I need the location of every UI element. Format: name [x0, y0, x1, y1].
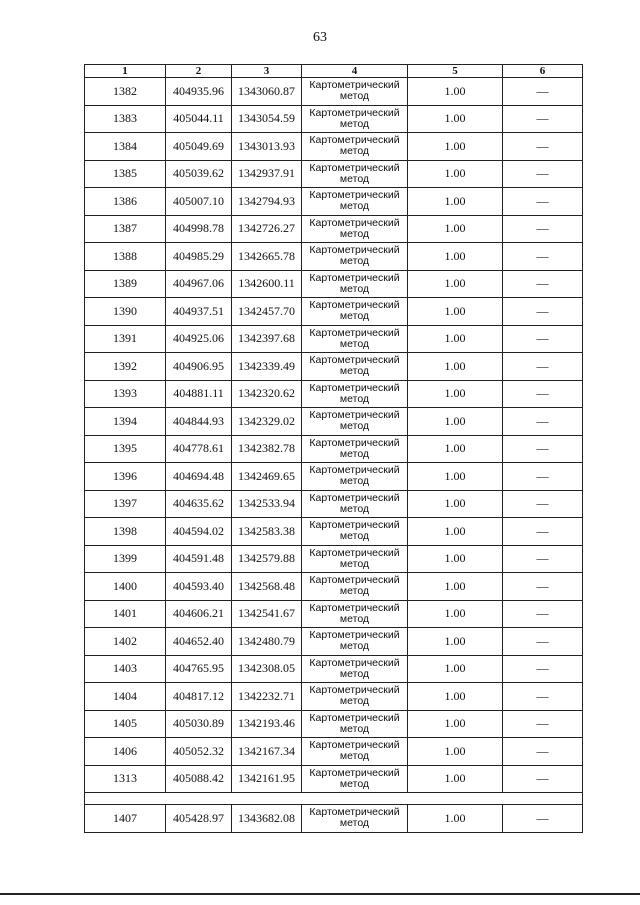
table-row: [85, 710, 583, 738]
point-number-cell: 1398: [85, 518, 166, 546]
y-coordinate-cell: 1342167.34: [232, 738, 302, 766]
accuracy-cell: 1.00: [408, 270, 503, 298]
point-number-cell: 1395: [85, 435, 166, 463]
method-cell: Картометрический метод: [302, 600, 408, 628]
note-cell: —: [503, 765, 583, 793]
x-coordinate-cell: 405030.89: [166, 710, 232, 738]
y-coordinate-cell: 1342726.27: [232, 215, 302, 243]
bottom-rule: [0, 893, 640, 895]
accuracy-cell: 1.00: [408, 188, 503, 216]
x-coordinate-cell: 405039.62: [166, 160, 232, 188]
accuracy-cell: 1.00: [408, 353, 503, 381]
y-coordinate-cell: 1342457.70: [232, 298, 302, 326]
x-coordinate-cell: 404778.61: [166, 435, 232, 463]
point-number-cell: 1386: [85, 188, 166, 216]
x-coordinate-cell: 405007.10: [166, 188, 232, 216]
accuracy-cell: 1.00: [408, 655, 503, 683]
x-coordinate-cell: 405428.97: [166, 805, 232, 833]
method-cell: Картометрический метод: [302, 628, 408, 656]
x-coordinate-cell: 404998.78: [166, 215, 232, 243]
x-coordinate-cell: 404906.95: [166, 353, 232, 381]
note-cell: —: [503, 298, 583, 326]
table-row: [85, 160, 583, 188]
note-cell: —: [503, 78, 583, 106]
method-cell: Картометрический метод: [302, 765, 408, 793]
table-row: [85, 325, 583, 353]
accuracy-cell: 1.00: [408, 78, 503, 106]
method-cell: Картометрический метод: [302, 243, 408, 271]
method-cell: Картометрический метод: [302, 105, 408, 133]
point-number-cell: 1385: [85, 160, 166, 188]
method-cell: Картометрический метод: [302, 215, 408, 243]
note-cell: —: [503, 628, 583, 656]
x-coordinate-cell: 404925.06: [166, 325, 232, 353]
point-number-cell: 1388: [85, 243, 166, 271]
header-row: [85, 65, 583, 78]
header-cell: 6: [503, 65, 583, 78]
y-coordinate-cell: 1342937.91: [232, 160, 302, 188]
y-coordinate-cell: 1342794.93: [232, 188, 302, 216]
x-coordinate-cell: 404635.62: [166, 490, 232, 518]
header-cell: 1: [85, 65, 166, 78]
x-coordinate-cell: 404844.93: [166, 408, 232, 436]
table-row: [85, 435, 583, 463]
x-coordinate-cell: 404594.02: [166, 518, 232, 546]
point-number-cell: 1384: [85, 133, 166, 161]
point-number-cell: 1406: [85, 738, 166, 766]
note-cell: —: [503, 408, 583, 436]
table-row: [85, 545, 583, 573]
method-cell: Картометрический метод: [302, 408, 408, 436]
method-cell: Картометрический метод: [302, 325, 408, 353]
table-row: [85, 380, 583, 408]
method-cell: Картометрический метод: [302, 133, 408, 161]
note-cell: —: [503, 160, 583, 188]
y-coordinate-cell: 1342308.05: [232, 655, 302, 683]
y-coordinate-cell: 1343060.87: [232, 78, 302, 106]
accuracy-cell: 1.00: [408, 243, 503, 271]
method-cell: Картометрический метод: [302, 353, 408, 381]
accuracy-cell: 1.00: [408, 105, 503, 133]
point-number-cell: 1382: [85, 78, 166, 106]
note-cell: —: [503, 518, 583, 546]
point-number-cell: 1403: [85, 655, 166, 683]
table-row: [85, 215, 583, 243]
table-row: [85, 243, 583, 271]
y-coordinate-cell: 1342339.49: [232, 353, 302, 381]
y-coordinate-cell: 1342480.79: [232, 628, 302, 656]
table-row: [85, 78, 583, 106]
point-number-cell: 1407: [85, 805, 166, 833]
y-coordinate-cell: 1342583.38: [232, 518, 302, 546]
table-row: [85, 105, 583, 133]
point-number-cell: 1402: [85, 628, 166, 656]
y-coordinate-cell: 1343013.93: [232, 133, 302, 161]
x-coordinate-cell: 405049.69: [166, 133, 232, 161]
table-row: [85, 683, 583, 711]
accuracy-cell: 1.00: [408, 545, 503, 573]
y-coordinate-cell: 1342600.11: [232, 270, 302, 298]
x-coordinate-cell: 404935.96: [166, 78, 232, 106]
x-coordinate-cell: 404817.12: [166, 683, 232, 711]
table-row: [85, 353, 583, 381]
table-row: [85, 133, 583, 161]
accuracy-cell: 1.00: [408, 518, 503, 546]
page-number: 63: [313, 30, 327, 45]
header-cell: 3: [232, 65, 302, 78]
accuracy-cell: 1.00: [408, 160, 503, 188]
table-row: [85, 600, 583, 628]
note-cell: —: [503, 270, 583, 298]
method-cell: Картометрический метод: [302, 545, 408, 573]
note-cell: —: [503, 188, 583, 216]
accuracy-cell: 1.00: [408, 600, 503, 628]
note-cell: —: [503, 215, 583, 243]
method-cell: Картометрический метод: [302, 805, 408, 833]
note-cell: —: [503, 490, 583, 518]
point-number-cell: 1399: [85, 545, 166, 573]
point-number-cell: 1313: [85, 765, 166, 793]
x-coordinate-cell: 404881.11: [166, 380, 232, 408]
accuracy-cell: 1.00: [408, 435, 503, 463]
table-row: [85, 805, 583, 833]
x-coordinate-cell: 404652.40: [166, 628, 232, 656]
y-coordinate-cell: 1342579.88: [232, 545, 302, 573]
point-number-cell: 1397: [85, 490, 166, 518]
x-coordinate-cell: 404591.48: [166, 545, 232, 573]
note-cell: —: [503, 738, 583, 766]
accuracy-cell: 1.00: [408, 215, 503, 243]
accuracy-cell: 1.00: [408, 325, 503, 353]
note-cell: —: [503, 353, 583, 381]
accuracy-cell: 1.00: [408, 683, 503, 711]
accuracy-cell: 1.00: [408, 408, 503, 436]
note-cell: —: [503, 805, 583, 833]
note-cell: —: [503, 380, 583, 408]
header-cell: 5: [408, 65, 503, 78]
table-row: [85, 298, 583, 326]
x-coordinate-cell: 404606.21: [166, 600, 232, 628]
accuracy-cell: 1.00: [408, 765, 503, 793]
table-row: [85, 518, 583, 546]
x-coordinate-cell: 405052.32: [166, 738, 232, 766]
coordinates-table: [84, 64, 583, 833]
y-coordinate-cell: 1342329.02: [232, 408, 302, 436]
y-coordinate-cell: 1342533.94: [232, 490, 302, 518]
table-row: [85, 490, 583, 518]
point-number-cell: 1404: [85, 683, 166, 711]
y-coordinate-cell: 1342193.46: [232, 710, 302, 738]
note-cell: —: [503, 710, 583, 738]
table-row: [85, 628, 583, 656]
method-cell: Картометрический метод: [302, 435, 408, 463]
point-number-cell: 1392: [85, 353, 166, 381]
note-cell: —: [503, 325, 583, 353]
method-cell: Картометрический метод: [302, 160, 408, 188]
accuracy-cell: 1.00: [408, 805, 503, 833]
accuracy-cell: 1.00: [408, 133, 503, 161]
table-row: [85, 408, 583, 436]
note-cell: —: [503, 573, 583, 601]
method-cell: Картометрический метод: [302, 188, 408, 216]
point-number-cell: 1396: [85, 463, 166, 491]
note-cell: —: [503, 463, 583, 491]
note-cell: —: [503, 105, 583, 133]
method-cell: Картометрический метод: [302, 463, 408, 491]
note-cell: —: [503, 133, 583, 161]
y-coordinate-cell: 1342541.67: [232, 600, 302, 628]
table-tail-body: [85, 805, 583, 833]
point-number-cell: 1387: [85, 215, 166, 243]
y-coordinate-cell: 1342397.68: [232, 325, 302, 353]
table-row: [85, 573, 583, 601]
header-cell: 2: [166, 65, 232, 78]
y-coordinate-cell: 1342161.95: [232, 765, 302, 793]
y-coordinate-cell: 1343682.08: [232, 805, 302, 833]
gap-cell: [85, 793, 583, 805]
method-cell: Картометрический метод: [302, 710, 408, 738]
method-cell: Картометрический метод: [302, 683, 408, 711]
x-coordinate-cell: 404765.95: [166, 655, 232, 683]
method-cell: Картометрический метод: [302, 78, 408, 106]
x-coordinate-cell: 404694.48: [166, 463, 232, 491]
y-coordinate-cell: 1342568.48: [232, 573, 302, 601]
accuracy-cell: 1.00: [408, 463, 503, 491]
point-number-cell: 1390: [85, 298, 166, 326]
accuracy-cell: 1.00: [408, 628, 503, 656]
accuracy-cell: 1.00: [408, 738, 503, 766]
y-coordinate-cell: 1343054.59: [232, 105, 302, 133]
method-cell: Картометрический метод: [302, 518, 408, 546]
note-cell: —: [503, 545, 583, 573]
method-cell: Картометрический метод: [302, 738, 408, 766]
x-coordinate-cell: 404593.40: [166, 573, 232, 601]
x-coordinate-cell: 404937.51: [166, 298, 232, 326]
table-gap: [85, 793, 583, 805]
table-row: [85, 188, 583, 216]
accuracy-cell: 1.00: [408, 490, 503, 518]
table-row: [85, 463, 583, 491]
method-cell: Картометрический метод: [302, 573, 408, 601]
note-cell: —: [503, 683, 583, 711]
point-number-cell: 1391: [85, 325, 166, 353]
point-number-cell: 1389: [85, 270, 166, 298]
table-body: [85, 78, 583, 793]
y-coordinate-cell: 1342232.71: [232, 683, 302, 711]
method-cell: Картометрический метод: [302, 380, 408, 408]
y-coordinate-cell: 1342320.62: [232, 380, 302, 408]
x-coordinate-cell: 404967.06: [166, 270, 232, 298]
point-number-cell: 1400: [85, 573, 166, 601]
table-row: [85, 765, 583, 793]
method-cell: Картометрический метод: [302, 298, 408, 326]
note-cell: —: [503, 600, 583, 628]
accuracy-cell: 1.00: [408, 298, 503, 326]
x-coordinate-cell: 405088.42: [166, 765, 232, 793]
note-cell: —: [503, 435, 583, 463]
table-row: [85, 270, 583, 298]
y-coordinate-cell: 1342382.78: [232, 435, 302, 463]
note-cell: —: [503, 655, 583, 683]
point-number-cell: 1393: [85, 380, 166, 408]
method-cell: Картометрический метод: [302, 270, 408, 298]
point-number-cell: 1394: [85, 408, 166, 436]
accuracy-cell: 1.00: [408, 710, 503, 738]
header-cell: 4: [302, 65, 408, 78]
table-row: [85, 655, 583, 683]
point-number-cell: 1383: [85, 105, 166, 133]
accuracy-cell: 1.00: [408, 380, 503, 408]
point-number-cell: 1405: [85, 710, 166, 738]
y-coordinate-cell: 1342469.65: [232, 463, 302, 491]
note-cell: —: [503, 243, 583, 271]
x-coordinate-cell: 405044.11: [166, 105, 232, 133]
point-number-cell: 1401: [85, 600, 166, 628]
accuracy-cell: 1.00: [408, 573, 503, 601]
table-row: [85, 738, 583, 766]
y-coordinate-cell: 1342665.78: [232, 243, 302, 271]
x-coordinate-cell: 404985.29: [166, 243, 232, 271]
gap-row: [85, 793, 583, 805]
method-cell: Картометрический метод: [302, 490, 408, 518]
method-cell: Картометрический метод: [302, 655, 408, 683]
